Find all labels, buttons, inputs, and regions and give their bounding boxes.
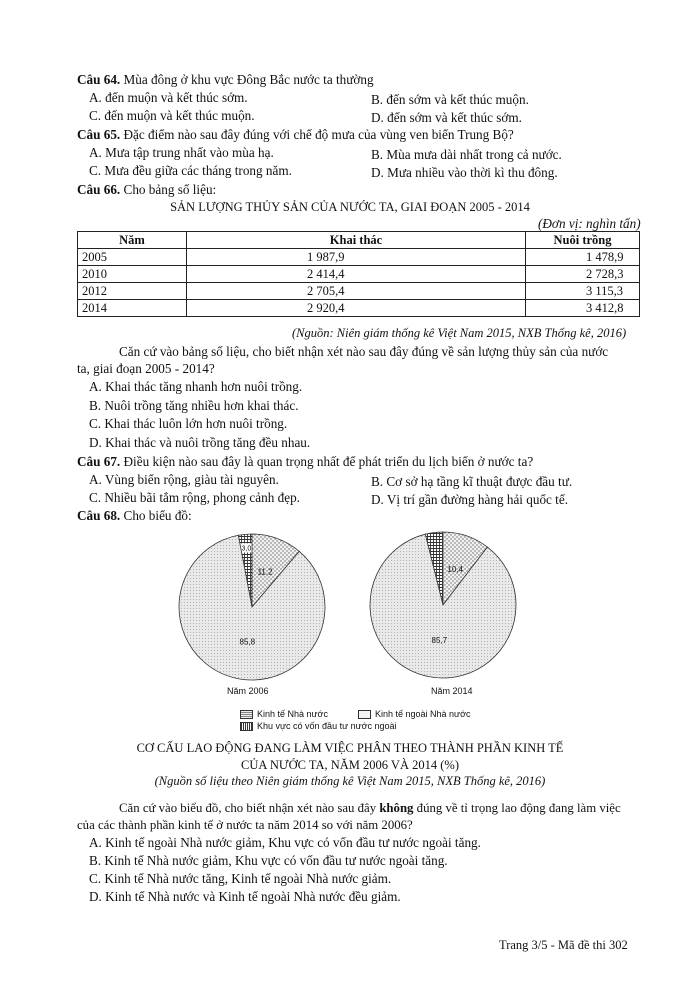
q66-option-d[interactable]: D. Khai thác và nuôi trồng tăng đều nhau. (89, 435, 311, 450)
cell-year: 2005 (78, 249, 187, 266)
q68-option-a[interactable]: A. Kinh tế ngoài Nhà nước giảm, Khu vực có vốn đầu tư nước ngoài tăng. (89, 835, 481, 850)
table-title: SẢN LƯỢNG THỦY SẢN CỦA NƯỚC TA, GIAI ĐOẠN 2005 - 2014 (170, 200, 530, 214)
q66-option-a[interactable]: A. Khai thác tăng nhanh hơn nuôi trồng. (89, 379, 303, 394)
pie-charts (0, 520, 700, 720)
q68-question-pre: Căn cứ vào biểu đồ, cho biết nhận xét nào sau đây (119, 801, 380, 815)
q68-question-line1 (119, 800, 621, 816)
legend-label-non-state: Kinh tế ngoài Nhà nước (375, 709, 471, 719)
pie-2014-value-non-state: 85,7 (431, 635, 448, 645)
q68-option-c[interactable]: C. Kinh tế Nhà nước tăng, Kinh tế ngoài Nhà nước giảm. (89, 871, 392, 886)
q64-text: Mùa đông ở khu vực Đông Bắc nước ta thường (120, 72, 374, 87)
cell-aquaculture: 1 478,9 (526, 249, 640, 266)
chart-source: (Nguồn số liệu theo Niên giám thống kê Việt Nam 2015, NXB Thống kê, 2016) (154, 774, 546, 788)
q67-label: Câu 67. (77, 454, 121, 469)
pie-2006-value-non-state: 85,8 (239, 637, 256, 647)
q65-label: Câu 65. (77, 127, 121, 142)
q68-option-b[interactable]: B. Kinh tế Nhà nước giảm, Khu vực có vốn đầu tư nước ngoài tăng. (89, 853, 448, 868)
col-header-exploit: Khai thác (187, 232, 526, 249)
q64-stem (77, 72, 374, 88)
legend-swatch-state (240, 710, 253, 719)
q68-question-bold: không (379, 801, 414, 815)
chart-title-line1: CƠ CẤU LAO ĐỘNG ĐANG LÀM VIỆC PHÂN THEO THÀNH PHẦN KINH TẾ (136, 741, 564, 755)
legend-label-fdi: Khu vực có vốn đầu tư nước ngoài (257, 721, 397, 731)
table-row (78, 283, 640, 300)
pie-label-2014: Năm 2014 (431, 686, 473, 696)
q68-question-post: đúng về tỉ trọng lao động đang làm việc (413, 801, 621, 815)
cell-year: 2012 (78, 283, 187, 300)
legend-label-state: Kinh tế Nhà nước (257, 709, 328, 719)
q64-label: Câu 64. (77, 72, 121, 87)
cell-aquaculture: 2 728,3 (526, 266, 640, 283)
q67-option-a[interactable]: A. Vùng biển rộng, giàu tài nguyên. (89, 472, 279, 487)
q65-stem (77, 127, 514, 143)
q66-option-c[interactable]: C. Khai thác luôn lớn hơn nuôi trồng. (89, 416, 288, 431)
cell-aquaculture: 3 115,3 (526, 283, 640, 300)
cell-exploit: 2 920,4 (187, 300, 526, 317)
pie-2006-value-fdi: 3,0 (241, 545, 252, 553)
page-footer: Trang 3/5 - Mã đề thi 302 (499, 938, 628, 952)
q67-option-d[interactable]: D. Vị trí gần đường hàng hải quốc tế. (371, 492, 569, 507)
legend-fdi (240, 721, 397, 731)
q65-option-c[interactable]: C. Mưa đều giữa các tháng trong năm. (89, 163, 292, 178)
q65-option-a[interactable]: A. Mưa tập trung nhất vào mùa hạ. (89, 145, 274, 160)
table-unit: (Đơn vị: nghìn tấn) (538, 216, 641, 231)
cell-year: 2010 (78, 266, 187, 283)
pie-2006-value-state: 11,2 (257, 567, 273, 577)
q64-option-d[interactable]: D. đến sớm và kết thúc sớm. (371, 110, 522, 125)
q68-option-d[interactable]: D. Kinh tế Nhà nước và Kinh tế ngoài Nhà nước đều giảm. (89, 889, 401, 904)
cell-exploit: 1 987,9 (187, 249, 526, 266)
q67-option-c[interactable]: C. Nhiều bãi tắm rộng, phong cảnh đẹp. (89, 490, 300, 505)
q66-question-line2: ta, giai đoạn 2005 - 2014? (77, 361, 215, 376)
q67-text: Điều kiện nào sau đây là quan trọng nhất để phát triển du lịch biển ở nước ta? (120, 454, 534, 469)
q64-option-b[interactable]: B. đến sớm và kết thúc muộn. (371, 92, 529, 107)
table-header-row (78, 232, 640, 249)
legend-non-state (358, 709, 470, 719)
q68-question-line2: của các thành phần kinh tế ở nước ta năm 2014 so với năm 2006? (77, 818, 413, 832)
q68-text: Cho biểu đồ: (120, 508, 192, 523)
q68-label: Câu 68. (77, 508, 121, 523)
table-source: (Nguồn: Niên giám thống kê Việt Nam 2015, NXB Thống kê, 2016) (292, 326, 627, 340)
legend-swatch-non-state (358, 710, 371, 719)
q66-text: Cho bảng số liệu: (120, 182, 217, 197)
q66-option-b[interactable]: B. Nuôi trồng tăng nhiều hơn khai thác. (89, 398, 299, 413)
cell-exploit: 2 414,4 (187, 266, 526, 283)
cell-year: 2014 (78, 300, 187, 317)
legend-state (240, 709, 328, 719)
chart-title-line2: CỦA NƯỚC TA, NĂM 2006 VÀ 2014 (%) (241, 758, 459, 772)
table-row (78, 249, 640, 266)
pie-2014-value-state: 10,4 (447, 565, 463, 575)
q66-question-line1: Căn cứ vào bảng số liệu, cho biết nhận xét nào sau đây đúng về sản lượng thủy sản của nước (119, 344, 609, 359)
pie-label-2006: Năm 2006 (227, 686, 269, 696)
col-header-year: Năm (78, 232, 187, 249)
q67-option-b[interactable]: B. Cơ sở hạ tầng kĩ thuật được đầu tư. (371, 474, 573, 489)
q65-option-b[interactable]: B. Mùa mưa dài nhất trong cả nước. (371, 147, 562, 162)
col-header-aquaculture: Nuôi trồng (526, 232, 640, 249)
q66-label: Câu 66. (77, 182, 121, 197)
q65-text: Đặc điểm nào sau đây đúng với chế độ mưa của vùng ven biển Trung Bộ? (120, 127, 514, 142)
cell-aquaculture: 3 412,8 (526, 300, 640, 317)
fishery-table (77, 231, 640, 317)
q66-stem (77, 182, 216, 198)
q65-option-d[interactable]: D. Mưa nhiều vào thời kì thu đông. (371, 165, 558, 180)
table-row (78, 300, 640, 317)
table-row (78, 266, 640, 283)
q64-option-c[interactable]: C. đến muộn và kết thúc muộn. (89, 108, 255, 123)
legend-swatch-fdi (240, 722, 253, 731)
q67-stem (77, 454, 533, 470)
cell-exploit: 2 705,4 (187, 283, 526, 300)
q64-option-a[interactable]: A. đến muộn và kết thúc sớm. (89, 90, 248, 105)
